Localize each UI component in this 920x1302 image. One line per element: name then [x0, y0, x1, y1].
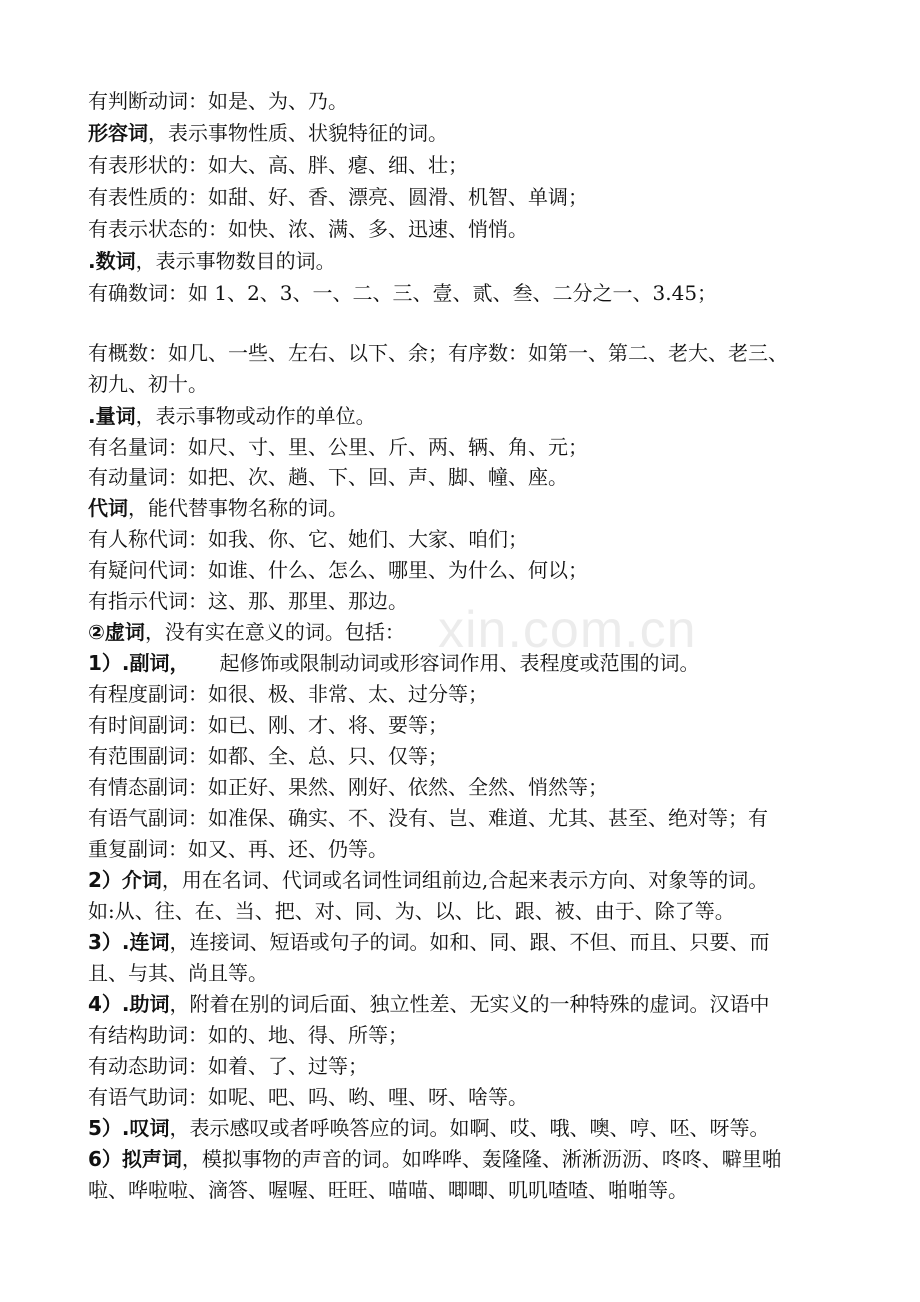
- term-heading: 5）.叹词: [88, 1116, 170, 1140]
- term-heading: ②虚词: [88, 620, 145, 644]
- term-heading: .数词: [88, 249, 136, 273]
- text-line: 有语气助词：如呢、吧、吗、哟、哩、呀、啥等。: [88, 1085, 528, 1109]
- term-heading: 2）介词: [88, 868, 162, 892]
- text-line: 有结构助词：如的、地、得、所等；: [88, 1023, 408, 1047]
- text-line: 重复副词：如又、再、还、仍等。: [88, 837, 388, 861]
- text-line: 啦、哗啦啦、滴答、喔喔、旺旺、喵喵、唧唧、叽叽喳喳、啪啪等。: [88, 1178, 688, 1202]
- term-heading: 6）拟声词: [88, 1147, 182, 1171]
- text-line: 有疑问代词：如谁、什么、怎么、哪里、为什么、何以；: [88, 558, 588, 582]
- term-heading: 3）.连词: [88, 930, 170, 954]
- text-line: 有程度副词：如很、极、非常、太、过分等；: [88, 682, 488, 706]
- term-heading: 形容词: [88, 121, 148, 145]
- text-line: 3）.连词，连接词、短语或句子的词。如和、同、跟、不但、而且、只要、而: [88, 930, 770, 954]
- text-line: .量词，表示事物或动作的单位。: [88, 404, 376, 428]
- text-line: ②虚词，没有实在意义的词。包括：: [88, 620, 405, 644]
- term-heading: .量词: [88, 404, 136, 428]
- text-line: 6）拟声词，模拟事物的声音的词。如哗哗、轰隆隆、淅淅沥沥、咚咚、噼里啪: [88, 1147, 782, 1171]
- text-line: 有指示代词：这、那、那里、那边。: [88, 589, 408, 613]
- text-line: 且、与其、尚且等。: [88, 961, 268, 985]
- text-line: 有确数词：如 1、2、3、一、二、三、壹、贰、叁、二分之一、3.45；: [88, 281, 718, 305]
- text-line: 如:从、往、在、当、把、对、同、为、以、比、跟、被、由于、除了等。: [88, 899, 735, 923]
- text-line: 有名量词：如尺、寸、里、公里、斤、两、辆、角、元；: [88, 435, 588, 459]
- text-line: 2）介词，用在名词、代词或名词性词组前边,合起来表示方向、对象等的词。: [88, 868, 769, 892]
- text-line: 有范围副词：如都、全、总、只、仅等；: [88, 744, 448, 768]
- text-line: 1）.副词， 起修饰或限制动词或形容词作用、表程度或范围的词。: [88, 651, 700, 675]
- text-line: 有判断动词：如是、为、乃。: [88, 89, 348, 113]
- text-line: 有时间副词：如已、刚、才、将、要等；: [88, 713, 448, 737]
- text-line: .数词，表示事物数目的词。: [88, 249, 336, 273]
- text-line: 初九、初十。: [88, 372, 208, 396]
- text-line: 有概数：如几、一些、左右、以下、余；有序数：如第一、第二、老大、老三、: [88, 341, 788, 365]
- text-line: 5）.叹词，表示感叹或者呼唤答应的词。如啊、哎、哦、噢、哼、呸、呀等。: [88, 1116, 770, 1140]
- text-line: 有情态副词：如正好、果然、刚好、依然、全然、悄然等；: [88, 775, 608, 799]
- watermark: xin.com.cn: [438, 601, 697, 659]
- text-line: 有动量词：如把、次、趟、下、回、声、脚、幢、座。: [88, 465, 568, 489]
- text-line: 有人称代词：如我、你、它、她们、大家、咱们；: [88, 527, 528, 551]
- text-line: 有表形状的：如大、高、胖、瘪、细、壮；: [88, 153, 468, 177]
- term-heading: 代词: [88, 496, 128, 520]
- term-heading: 1）.副词，: [88, 651, 190, 675]
- text-line: 代词，能代替事物名称的词。: [88, 496, 348, 520]
- text-line: 形容词，表示事物性质、状貌特征的词。: [88, 121, 448, 145]
- text-line: 有表性质的：如甜、好、香、漂亮、圆滑、机智、单调；: [88, 185, 588, 209]
- text-line: 有动态助词：如着、了、过等；: [88, 1054, 368, 1078]
- text-line: 有表示状态的：如快、浓、满、多、迅速、悄悄。: [88, 217, 528, 241]
- text-line: 4）.助词，附着在别的词后面、独立性差、无实义的一种特殊的虚词。汉语中: [88, 992, 770, 1016]
- term-heading: 4）.助词: [88, 992, 170, 1016]
- text-line: 有语气副词：如准保、确实、不、没有、岂、难道、尤其、甚至、绝对等；有: [88, 806, 768, 830]
